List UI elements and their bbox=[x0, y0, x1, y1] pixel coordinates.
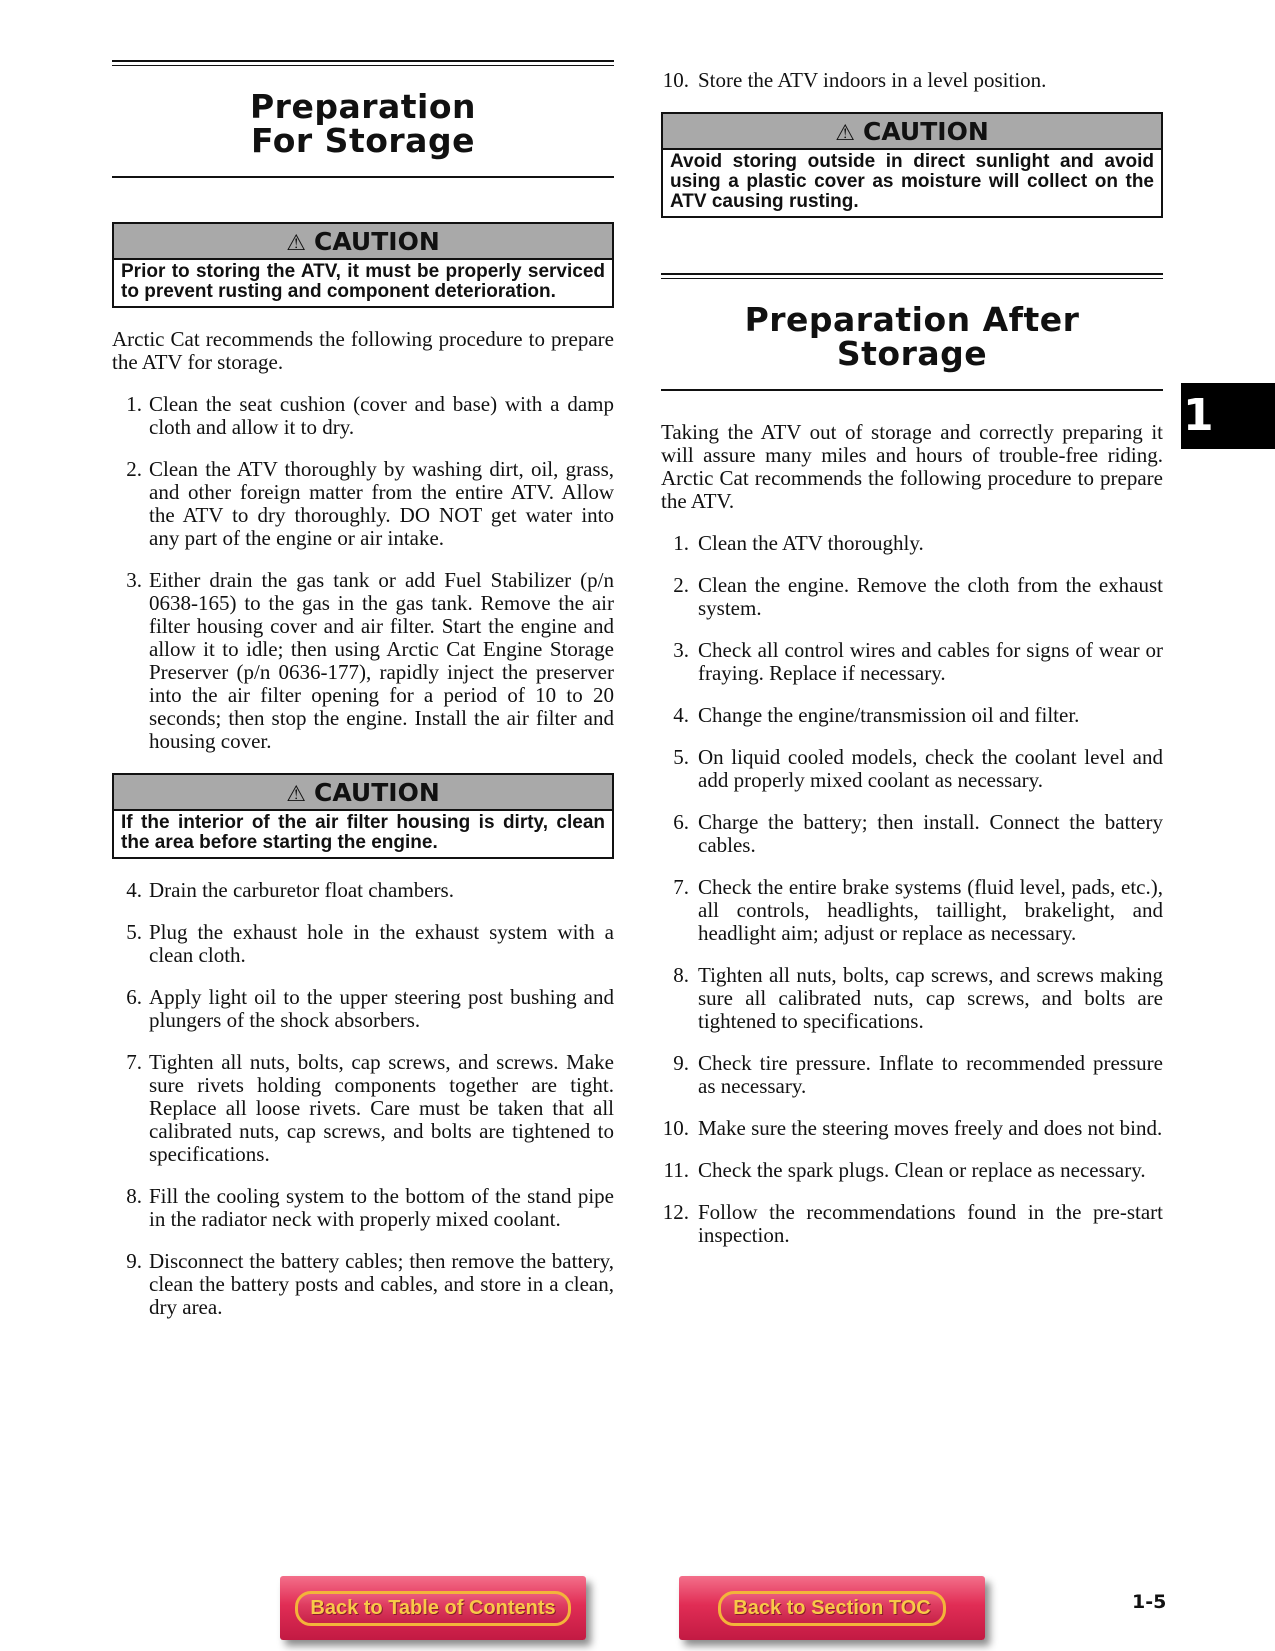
step-text: Fill the cooling system to the bottom of the stand pipe in the radiator neck with properly mixed coolant. bbox=[149, 1184, 614, 1231]
step-text: Disconnect the battery cables; then remove the battery, clean the battery posts and cables, and store in a clean, dry area. bbox=[149, 1249, 614, 1319]
section-header-storage bbox=[112, 60, 614, 178]
step-number: 6. bbox=[673, 810, 689, 834]
list-item bbox=[661, 964, 1163, 1033]
list-item bbox=[112, 879, 614, 902]
step-text: Either drain the gas tank or add Fuel Stabilizer (p/n 0638-165) to the gas in the gas tank. Remove the air filter housing cover and air filter. Start the engine and allow it to idle; then using Arctic Cat Engine Storage Preserver (p/n 0636-177), rapidly inject the preserver into the air filter opening for a period of 10 to 20 seconds; then stop the engine. Install the air filter and housing cover. bbox=[149, 568, 614, 753]
step-text: Check the entire brake systems (fluid level, pads, etc.), all controls, headlights, taillight, brakelight, and headlight aim; adjust or replace as necessary. bbox=[698, 875, 1163, 945]
step-number: 4. bbox=[126, 878, 142, 902]
step-text: Tighten all nuts, bolts, cap screws, and screws. Make sure rivets holding components together are tight. Replace all loose rivets. Care must be taken that all calibrated nuts, cap screws, and bolts are tightened to specifications. bbox=[149, 1050, 614, 1166]
warning-triangle-icon: ⚠ bbox=[835, 121, 855, 146]
list-item bbox=[112, 1250, 614, 1319]
section-title-storage: Preparation For Storage bbox=[249, 87, 477, 160]
step-number: 4. bbox=[673, 703, 689, 727]
step-text: Follow the recommendations found in the pre-start inspection. bbox=[698, 1200, 1163, 1247]
list-item bbox=[661, 876, 1163, 945]
step-number: 3. bbox=[673, 638, 689, 662]
header-rule-bottom bbox=[661, 389, 1163, 391]
list-item bbox=[112, 1051, 614, 1166]
step-text: Change the engine/transmission oil and filter. bbox=[698, 703, 1080, 727]
step-number: 8. bbox=[673, 963, 689, 987]
step-number: 5. bbox=[673, 745, 689, 769]
step-number: 8. bbox=[126, 1184, 142, 1208]
warning-triangle-icon: ⚠ bbox=[286, 782, 306, 807]
caution-header: ⚠ CAUTION bbox=[663, 114, 1161, 150]
storage-steps-list-continued bbox=[112, 879, 614, 1319]
step-text: On liquid cooled models, check the coolant level and add properly mixed coolant as necessary. bbox=[698, 745, 1163, 792]
storage-steps-list bbox=[112, 393, 614, 753]
step-text: Charge the battery; then install. Connect the battery cables. bbox=[698, 810, 1163, 857]
step-text: Clean the ATV thoroughly by washing dirt, oil, grass, and other foreign matter from the entire ATV. Allow the ATV to dry thoroughly. DO NOT get water into any part of the engine or air intake. bbox=[149, 457, 614, 550]
caution-header: ⚠ CAUTION bbox=[114, 775, 612, 811]
left-column bbox=[112, 60, 614, 1338]
step-text: Plug the exhaust hole in the exhaust system with a clean cloth. bbox=[149, 920, 614, 967]
caution-header: ⚠ CAUTION bbox=[114, 224, 612, 260]
warning-triangle-icon: ⚠ bbox=[286, 231, 306, 256]
list-item bbox=[112, 921, 614, 967]
caution-text: Prior to storing the ATV, it must be properly serviced to prevent rusting and component deterioration. bbox=[121, 261, 605, 302]
list-item bbox=[112, 986, 614, 1032]
caution-box-sunlight bbox=[661, 112, 1163, 218]
back-to-section-toc-button[interactable] bbox=[679, 1576, 985, 1640]
step-number: 1. bbox=[126, 392, 142, 416]
list-item bbox=[112, 569, 614, 753]
step-text: Check all control wires and cables for signs of wear or fraying. Replace if necessary. bbox=[698, 638, 1163, 685]
list-item bbox=[661, 1052, 1163, 1098]
step-number: 6. bbox=[126, 985, 142, 1009]
list-item bbox=[661, 704, 1163, 727]
caution-box-air-filter bbox=[112, 773, 614, 859]
list-item bbox=[661, 1159, 1163, 1182]
step-text: Clean the engine. Remove the cloth from the exhaust system. bbox=[698, 573, 1163, 620]
step-number: 7. bbox=[673, 875, 689, 899]
step-text: Apply light oil to the upper steering post bushing and plungers of the shock absorbers. bbox=[149, 985, 614, 1032]
back-to-toc-label: Back to Table of Contents bbox=[295, 1591, 570, 1626]
step-number: 11. bbox=[663, 1158, 689, 1182]
after-storage-steps-list bbox=[661, 532, 1163, 1247]
step-number: 3. bbox=[126, 568, 142, 592]
list-item bbox=[661, 1117, 1163, 1140]
list-item bbox=[661, 746, 1163, 792]
step-number: 9. bbox=[126, 1249, 142, 1273]
right-column bbox=[661, 60, 1163, 1266]
list-item bbox=[661, 532, 1163, 555]
storage-step-10 bbox=[661, 69, 1163, 92]
step-text: Clean the ATV thoroughly. bbox=[698, 531, 924, 555]
list-item bbox=[112, 1185, 614, 1231]
step-text: Check tire pressure. Inflate to recommended pressure as necessary. bbox=[698, 1051, 1163, 1098]
list-item bbox=[661, 574, 1163, 620]
header-rule-top bbox=[112, 60, 614, 66]
storage-intro: Arctic Cat recommends the following procedure to prepare the ATV for storage. bbox=[112, 327, 614, 374]
header-rule-top bbox=[661, 273, 1163, 279]
back-to-section-toc-label: Back to Section TOC bbox=[718, 1591, 945, 1626]
step-text: Tighten all nuts, bolts, cap screws, and screws making sure all calibrated nuts, cap screws, and bolts are tightened to specifications. bbox=[698, 963, 1163, 1033]
step-number: 2. bbox=[126, 457, 142, 481]
caution-text: Avoid storing outside in direct sunlight and avoid using a plastic cover as moisture will collect on the ATV causing rusting. bbox=[670, 151, 1154, 212]
step-number: 9. bbox=[673, 1051, 689, 1075]
step-text: Drain the carburetor float chambers. bbox=[149, 878, 454, 902]
header-rule-bottom bbox=[112, 176, 614, 178]
back-to-toc-button[interactable] bbox=[280, 1576, 586, 1640]
section-tab: 1 bbox=[1181, 383, 1275, 449]
step-number: 5. bbox=[126, 920, 142, 944]
list-item bbox=[112, 458, 614, 550]
step-number: 7. bbox=[126, 1050, 142, 1074]
step-number: 12. bbox=[662, 1200, 689, 1224]
section-header-after-storage bbox=[661, 273, 1163, 391]
step-text: Make sure the steering moves freely and does not bind. bbox=[698, 1116, 1163, 1140]
list-item: 10. Store the ATV indoors in a level position. bbox=[662, 68, 1047, 92]
step-text: Clean the seat cushion (cover and base) with a damp cloth and allow it to dry. bbox=[149, 392, 614, 439]
caution-box-prior-storing bbox=[112, 222, 614, 308]
section-title-after-storage: Preparation After Storage bbox=[744, 300, 1080, 373]
list-item bbox=[661, 639, 1163, 685]
list-item bbox=[661, 1201, 1163, 1247]
list-item bbox=[112, 393, 614, 439]
step-text: Check the spark plugs. Clean or replace as necessary. bbox=[698, 1158, 1146, 1182]
list-item bbox=[661, 811, 1163, 857]
caution-text: If the interior of the air filter housing is dirty, clean the area before starting the engine. bbox=[121, 812, 605, 853]
step-number: 1. bbox=[673, 531, 689, 555]
page-number: 1-5 bbox=[1132, 1591, 1167, 1613]
after-storage-intro: Taking the ATV out of storage and correctly preparing it will assure many miles and hours of trouble-free riding. Arctic Cat recommends the following procedure to prepare the ATV. bbox=[661, 420, 1163, 513]
step-number: 10. bbox=[662, 1116, 689, 1140]
step-number: 2. bbox=[673, 573, 689, 597]
